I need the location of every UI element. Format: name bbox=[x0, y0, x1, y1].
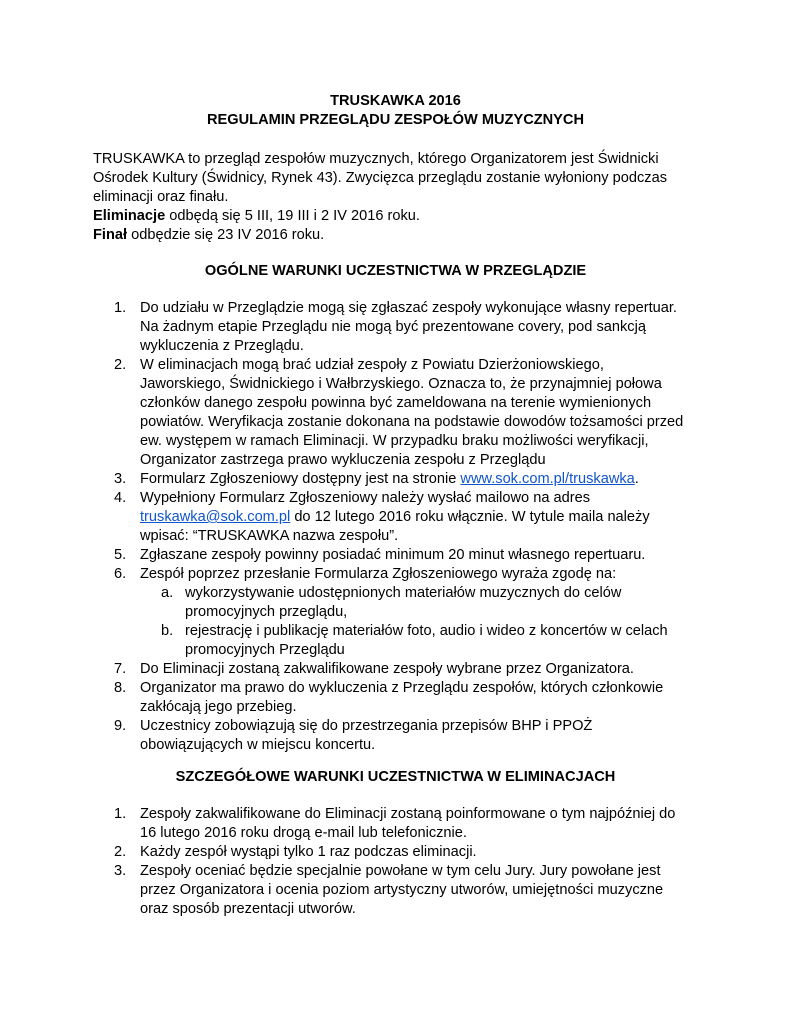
list-item bbox=[93, 862, 693, 919]
document-title: TRUSKAWKA 2016 bbox=[330, 93, 461, 109]
list-item-number: 4. bbox=[114, 490, 127, 506]
form-page-link[interactable]: www.sok.com.pl/truskawka bbox=[460, 471, 635, 487]
list-item-text-post: . bbox=[634, 471, 639, 487]
list-item bbox=[93, 717, 693, 755]
list-item bbox=[93, 356, 693, 470]
document-subtitle: REGULAMIN PRZEGLĄDU ZESPOŁÓW MUZYCZNYCH bbox=[207, 112, 584, 128]
eliminations-text: odbędą się 5 III, 19 III i 2 IV 2016 roku. bbox=[165, 208, 420, 224]
list-item-text: Każdy zespół wystąpi tylko 1 raz podczas eliminacji. bbox=[140, 844, 477, 860]
list-item-text: Uczestnicy zobowiązują się do przestrzegania przepisów BHP i PPOŻ obowiązujących w miejscu koncertu. bbox=[140, 718, 593, 753]
list-item-number: 9. bbox=[114, 718, 127, 734]
section-heading-general: OGÓLNE WARUNKI UCZESTNICTWA W PRZEGLĄDZIE bbox=[204, 263, 587, 279]
final-label: Finał bbox=[93, 227, 128, 243]
list-item-text: Zespoły zakwalifikowane do Eliminacji zostaną poinformowane o tym najpóźniej do 16 lutego 2016 roku drogą e-mail lub telefonicznie. bbox=[140, 806, 676, 841]
list-item-text-pre: Wypełniony Formularz Zgłoszeniowy należy wysłać mailowo na adres bbox=[140, 490, 591, 506]
list-item-number: 1. bbox=[114, 806, 127, 822]
list-item bbox=[93, 470, 693, 489]
list-item-text: Zespół poprzez przesłanie Formularza Zgłoszeniowego wyraża zgodę na: bbox=[140, 566, 617, 582]
eliminations-dates bbox=[93, 207, 693, 226]
sublist-item-letter: b. bbox=[161, 623, 174, 639]
list-item-number: 6. bbox=[114, 566, 127, 582]
list-item bbox=[93, 565, 693, 660]
list-item-text: Do udziału w Przeglądzie mogą się zgłaszać zespoły wykonujące własny repertuar. Na żadnym etapie Przeglądu nie mogą być prezentowane covery, pod sankcją wykluczenia z Przeglądu. bbox=[140, 300, 677, 354]
list-item-number: 7. bbox=[114, 661, 127, 677]
list-item-text: Zespoły oceniać będzie specjalnie powołane w tym celu Jury. Jury powołane jest przez Organizatora i ocenia poziom artystyczny utworów, umiejętności muzyczne oraz sposób prezentacji utworów. bbox=[140, 863, 664, 917]
list-item-number: 1. bbox=[114, 300, 127, 316]
intro-paragraph: TRUSKAWKA to przegląd zespołów muzycznych, którego Organizatorem jest Świdnicki Ośrodek Kultury (Świdnicy, Rynek 43). Zwycięzca przeglądu zostanie wyłoniony podczas eliminacji oraz finału. bbox=[93, 151, 668, 205]
list-item-number: 8. bbox=[114, 680, 127, 696]
list-item-text: Zgłaszane zespoły powinny posiadać minimum 20 minut własnego repertuaru. bbox=[140, 547, 646, 563]
general-conditions-list bbox=[93, 299, 693, 755]
eliminations-label: Eliminacje bbox=[93, 208, 166, 224]
list-item-text: W eliminacjach mogą brać udział zespoły z Powiatu Dzierżoniowskiego, Jaworskiego, Świdnickiego i Wałbrzyskiego. Oznacza to, że przynajmniej połowa członków danego zespołu powinna być zameldowana na terenie wymienionych powiatów. Weryfikacja zostanie dokonana na podstawie dowodów tożsamości przed ew. występem w ramach Eliminacji. W przypadku braku możliwości weryfikacji, Organizator zastrzega prawo wykluczenia zespołu z Przeglądu bbox=[140, 357, 684, 468]
list-item-number: 5. bbox=[114, 547, 127, 563]
list-item-text-pre: Formularz Zgłoszeniowy dostępny jest na stronie bbox=[140, 471, 461, 487]
sublist-item-letter: a. bbox=[161, 585, 174, 601]
list-item-text: Organizator ma prawo do wykluczenia z Przeglądu zespołów, których członkowie zakłócają jego przebieg. bbox=[140, 680, 664, 715]
list-item bbox=[93, 805, 693, 843]
sublist-item-text: rejestrację i publikację materiałów foto, audio i wideo z koncertów w celach promocyjnych Przeglądu bbox=[185, 623, 668, 658]
list-item-number: 2. bbox=[114, 357, 127, 373]
list-item-text: Do Eliminacji zostaną zakwalifikowane zespoły wybrane przez Organizatora. bbox=[140, 661, 634, 677]
section-heading-eliminations: SZCZEGÓŁOWE WARUNKI UCZESTNICTWA W ELIMINACJACH bbox=[175, 769, 616, 785]
intro-section bbox=[93, 150, 693, 245]
list-item-text-post: do 12 lutego 2016 roku włącznie. W tytule maila należy wpisać: “TRUSKAWKA nazwa zespołu”. bbox=[140, 509, 650, 544]
final-date bbox=[93, 226, 693, 245]
consent-sublist bbox=[140, 584, 693, 660]
list-item bbox=[93, 489, 693, 546]
list-item bbox=[93, 843, 693, 862]
elimination-conditions-list bbox=[93, 805, 693, 919]
list-item-number: 2. bbox=[114, 844, 127, 860]
list-item bbox=[93, 546, 693, 565]
list-item bbox=[93, 299, 693, 356]
final-text: odbędzie się 23 IV 2016 roku. bbox=[127, 227, 325, 243]
list-item bbox=[93, 660, 693, 679]
sublist-item bbox=[140, 622, 693, 660]
email-link[interactable]: truskawka@sok.com.pl bbox=[140, 509, 291, 525]
list-item-number: 3. bbox=[114, 471, 127, 487]
sublist-item bbox=[140, 584, 693, 622]
sublist-item-text: wykorzystywanie udostępnionych materiałów muzycznych do celów promocyjnych przeglądu, bbox=[185, 585, 622, 620]
list-item bbox=[93, 679, 693, 717]
list-item-number: 3. bbox=[114, 863, 127, 879]
